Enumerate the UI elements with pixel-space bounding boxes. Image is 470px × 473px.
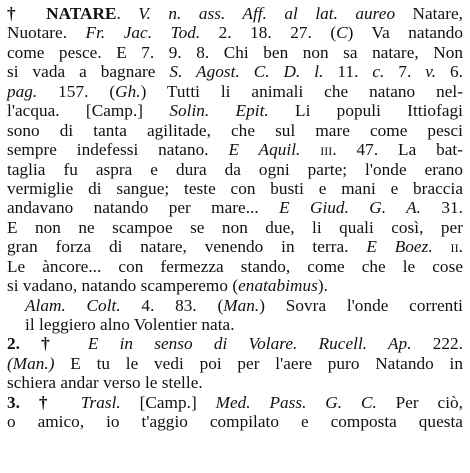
text-segment: o amico, io t'aggio compilato e composta questa xyxy=(7,412,463,432)
text-segment: ii xyxy=(450,237,459,257)
text-segment: 11. xyxy=(323,62,373,82)
text-line xyxy=(7,276,463,295)
text-segment: pag. xyxy=(7,81,38,101)
text-line xyxy=(7,179,463,198)
text-segment: enatabimus xyxy=(238,276,318,296)
text-segment: c. xyxy=(372,62,385,82)
text-line xyxy=(7,257,463,276)
text-segment: come pesce. E 7. 9. 8. Chi ben non sa natare, Non xyxy=(7,42,463,62)
text-segment: andavano natando per mare... xyxy=(7,198,280,218)
text-segment: (Man.) xyxy=(7,353,55,373)
text-segment: 7. xyxy=(384,62,426,82)
text-segment xyxy=(433,237,451,256)
text-segment: E Giud. G. A. xyxy=(279,198,422,218)
text-segment: ) Va natando xyxy=(347,23,464,43)
text-line xyxy=(7,393,463,412)
text-line xyxy=(7,218,463,237)
text-line xyxy=(7,315,463,334)
text-segment: . 47. La bat- xyxy=(332,140,464,160)
text-segment: . xyxy=(458,237,463,257)
text-segment xyxy=(297,334,318,353)
text-segment: Rucell. Ap. xyxy=(318,334,412,354)
text-segment: [Camp.] xyxy=(120,392,216,412)
text-segment: . xyxy=(116,4,139,23)
text-segment: si vada a bagnare xyxy=(7,62,170,82)
text-segment: sono di tanta agilitade, che sul mare come pesci xyxy=(7,120,463,140)
text-segment: 6. xyxy=(436,62,463,82)
text-segment: schiera andar verso le stelle. xyxy=(7,373,203,393)
text-segment: C xyxy=(336,23,348,43)
text-segment: ). xyxy=(317,276,328,296)
text-segment: il leggiero alno Volentier nata. xyxy=(25,315,235,334)
text-segment: 2. 18. 27. ( xyxy=(200,23,337,43)
text-segment: ) Tutti li animali che natano nel- xyxy=(140,81,463,101)
text-segment: E tu le vedi poi per l'aere puro Natando in xyxy=(54,353,463,373)
text-segment: Li populi Ittiofagi xyxy=(268,101,463,121)
text-segment: 3. † xyxy=(7,392,81,412)
text-segment xyxy=(300,140,320,159)
text-segment: S. Agost. C. D. l. xyxy=(169,62,324,82)
text-segment: vermiglie di sangue; teste con busti e mani e braccia xyxy=(7,178,463,198)
text-segment: Nuotare. xyxy=(7,23,86,43)
text-segment: Gh. xyxy=(115,81,141,101)
text-segment: E Boez. xyxy=(366,237,433,257)
text-segment: E non ne scampoe se non due, li quali così, per xyxy=(7,217,463,237)
text-segment: E in senso di Volare. xyxy=(87,334,298,354)
text-line xyxy=(7,354,463,373)
text-line xyxy=(7,140,463,159)
text-segment: v. xyxy=(425,62,437,82)
text-segment: iii xyxy=(320,140,333,160)
text-segment: Solin. Epit. xyxy=(169,101,269,121)
text-segment: 157. ( xyxy=(37,81,116,101)
text-segment: Med. Pass. G. C. xyxy=(215,392,377,412)
text-line xyxy=(7,373,463,392)
text-segment: Per ciò, xyxy=(376,392,464,412)
text-line xyxy=(7,101,463,120)
text-segment: si vadano, natando scamperemo ( xyxy=(7,276,239,296)
text-segment: 31. xyxy=(421,198,463,218)
text-line xyxy=(7,412,463,431)
text-line xyxy=(7,82,463,101)
entry-headword: † NATARE xyxy=(7,4,117,23)
text-line xyxy=(7,237,463,256)
text-segment: sempre indefessi natano. xyxy=(7,140,229,160)
text-segment: taglia fu aspra e dura da ogni parte; l'onde erano xyxy=(7,159,463,179)
text-segment: ) Sovra l'onde correnti xyxy=(259,295,463,315)
text-segment: E Aquil. xyxy=(228,140,301,160)
text-line xyxy=(7,198,463,217)
text-segment: 4. 83. ( xyxy=(120,295,224,315)
text-segment: Man. xyxy=(223,295,260,315)
text-segment: 2. † xyxy=(7,334,88,354)
text-segment: Alam. Colt. xyxy=(25,295,121,315)
text-line xyxy=(7,62,463,81)
text-line xyxy=(7,334,463,353)
text-segment: Le àncore... con fermezza stando, come che le cose xyxy=(7,256,463,276)
text-segment: gran forza di natare, venendo in terra. xyxy=(7,237,367,257)
text-line xyxy=(7,23,463,42)
text-line xyxy=(7,121,463,140)
dictionary-entry-natare xyxy=(7,4,463,432)
text-segment: 222. xyxy=(411,334,464,354)
text-segment: Natare, xyxy=(395,4,463,23)
text-line xyxy=(7,4,463,23)
text-line xyxy=(7,296,463,315)
text-line xyxy=(7,160,463,179)
text-segment: l'acqua. [Camp.] xyxy=(7,101,170,121)
text-segment: Trasl. xyxy=(80,392,121,412)
text-line xyxy=(7,43,463,62)
text-segment: Fr. Jac. Tod. xyxy=(85,23,201,43)
text-segment: V. n. ass. Aff. al lat. aureo xyxy=(138,4,396,23)
